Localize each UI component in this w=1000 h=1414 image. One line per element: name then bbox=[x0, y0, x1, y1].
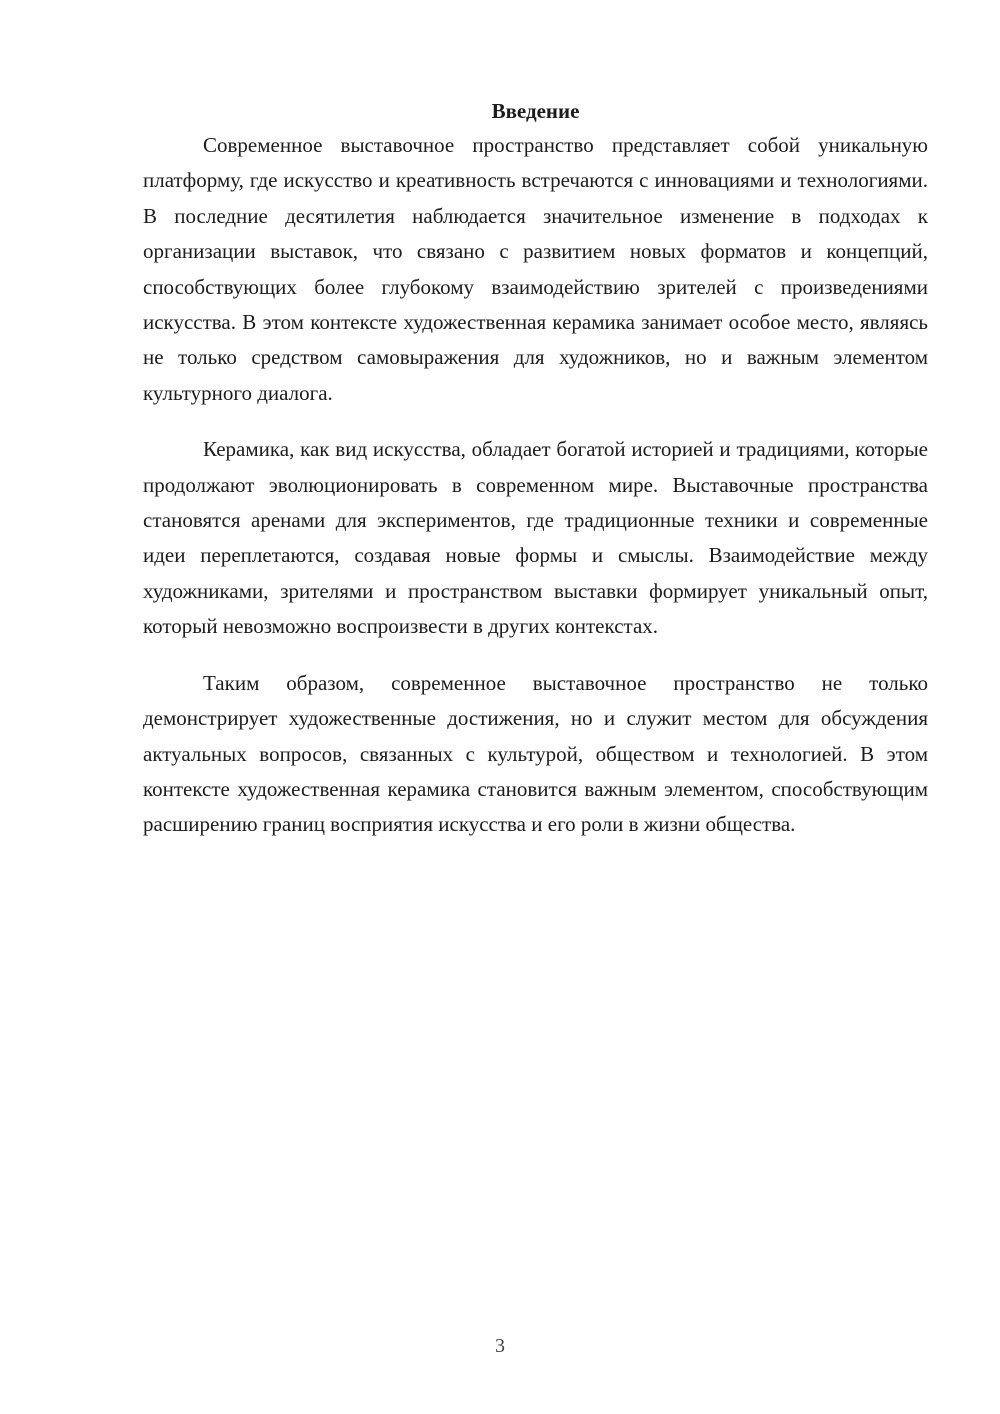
paragraph-2: Керамика, как вид искусства, обладает богатой историей и традициями, которые продолжают эволюционировать в современном мире. Выставочные пространства становятся аренами для экспериментов, где традиционные техники и современные идеи переплетаются, создавая новые формы и смыслы. Взаимодействие между художниками, зрителями и пространством выставки формирует уникальный опыт, который невозможно воспроизвести в других контекстах. bbox=[143, 437, 928, 639]
paragraph-1: Современное выставочное пространство представляет собой уникальную платформу, где искусство и креативность встречаются с инновациями и технологиями. В последние десятилетия наблюдается значительное изменение в подходах к организации выставок, что связано с развитием новых форматов и концепций, способствующих более глубокому взаимодействию зрителей с произведениями искусства. В этом контексте художественная керамика занимает особое место, являясь не только средством самовыражения для художников, но и важным элементом культурного диалога. bbox=[143, 133, 928, 405]
paragraph-3: Таким образом, современное выставочное пространство не только демонстрирует художественные достижения, но и служит местом для обсуждения актуальных вопросов, связанных с культурой, обществом и технологией. В этом контексте художественная керамика становится важным элементом, способствующим расширению границ восприятия искусства и его роли в жизни общества. bbox=[143, 670, 928, 837]
page-content bbox=[143, 96, 928, 843]
page-number: 3 bbox=[495, 1335, 505, 1357]
section-title: Введение bbox=[491, 99, 580, 123]
